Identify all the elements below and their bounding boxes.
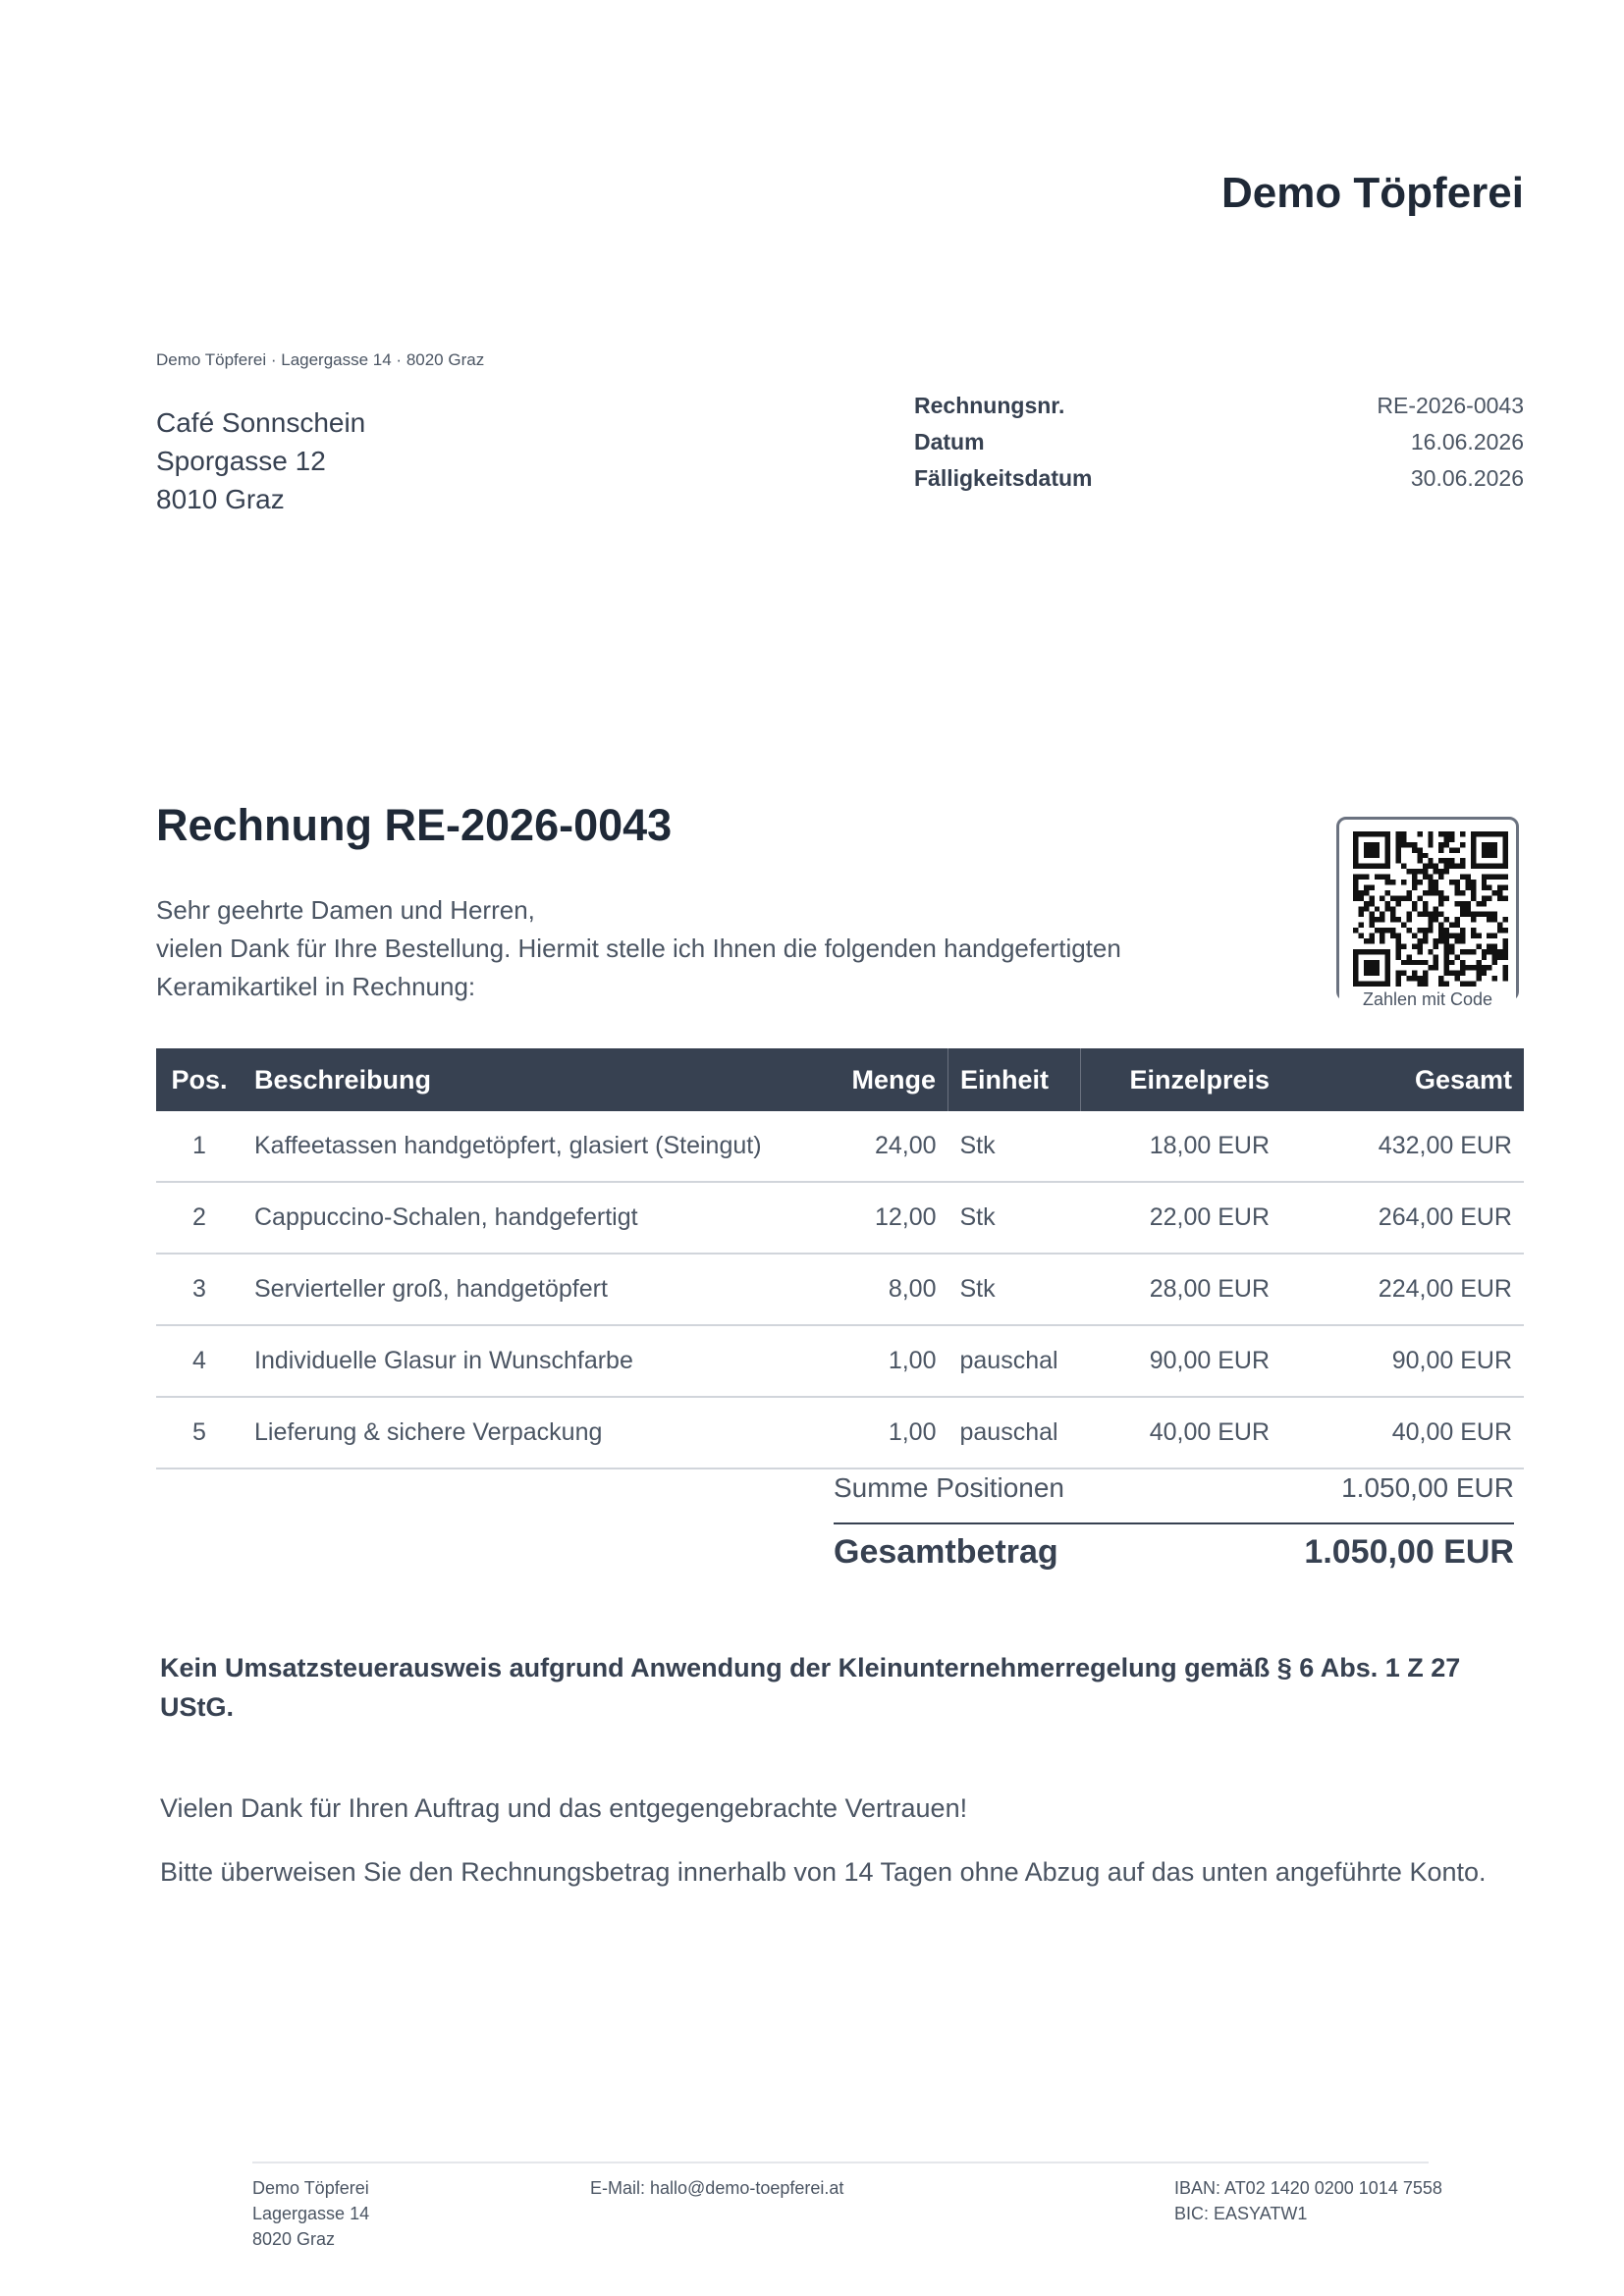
cell-pos: 4 bbox=[156, 1325, 243, 1397]
grand-total-row bbox=[834, 1533, 1514, 1572]
thank-you-text: Vielen Dank für Ihren Auftrag und das entgegengebrachte Vertrauen! bbox=[160, 1793, 968, 1823]
cell-quantity: 24,00 bbox=[816, 1111, 948, 1182]
cell-total: 264,00 EUR bbox=[1281, 1182, 1524, 1254]
sender-address-line: Demo Töpferei · Lagergasse 14 · 8020 Graz bbox=[156, 350, 485, 369]
recipient-address bbox=[156, 403, 365, 518]
invoice-title: Rechnung RE-2026-0043 bbox=[156, 800, 673, 850]
items-table bbox=[156, 1048, 1524, 1469]
cell-unit-price: 90,00 EUR bbox=[1081, 1325, 1282, 1397]
header-unit-price: Einzelpreis bbox=[1081, 1048, 1282, 1111]
header-total: Gesamt bbox=[1281, 1048, 1524, 1111]
table-row bbox=[156, 1254, 1524, 1325]
cell-description: Kaffeetassen handgetöpfert, glasiert (Steingut) bbox=[243, 1111, 816, 1182]
cell-quantity: 1,00 bbox=[816, 1325, 948, 1397]
subtotal-row bbox=[834, 1472, 1514, 1504]
footer-bank bbox=[1174, 2175, 1442, 2226]
cell-unit-price: 22,00 EUR bbox=[1081, 1182, 1282, 1254]
qr-code-icon bbox=[1353, 831, 1508, 987]
meta-label: Rechnungsnr. bbox=[914, 393, 1065, 418]
cell-total: 224,00 EUR bbox=[1281, 1254, 1524, 1325]
intro-body: vielen Dank für Ihre Bestellung. Hiermit stelle ich Ihnen die folgenden handgefertigten Keramikartikel in Rechnung: bbox=[156, 934, 1121, 1001]
subtotal-value: 1.050,00 EUR bbox=[1341, 1472, 1514, 1503]
cell-unit-price: 28,00 EUR bbox=[1081, 1254, 1282, 1325]
cell-description: Lieferung & sichere Verpackung bbox=[243, 1397, 816, 1468]
meta-label: Datum bbox=[914, 429, 985, 454]
cell-description: Servierteller groß, handgetöpfert bbox=[243, 1254, 816, 1325]
table-header-row bbox=[156, 1048, 1524, 1111]
header-quantity: Menge bbox=[816, 1048, 948, 1111]
cell-unit: pauschal bbox=[948, 1325, 1081, 1397]
recipient-street: Sporgasse 12 bbox=[156, 446, 326, 476]
cell-description: Individuelle Glasur in Wunschfarbe bbox=[243, 1325, 816, 1397]
cell-unit: Stk bbox=[948, 1254, 1081, 1325]
footer-address bbox=[252, 2175, 369, 2252]
footer-iban: IBAN: AT02 1420 0200 1014 7558 bbox=[1174, 2178, 1442, 2198]
grand-total-value: 1.050,00 EUR bbox=[1304, 1533, 1514, 1571]
company-name: Demo Töpferei bbox=[1220, 169, 1524, 217]
cell-unit: pauschal bbox=[948, 1397, 1081, 1468]
meta-row-date bbox=[914, 427, 1524, 463]
tax-exemption-note: Kein Umsatzsteuerausweis aufgrund Anwendung der Kleinunternehmerregelung gemäß § 6 Abs. 1 Z 27 UStG. bbox=[160, 1653, 1461, 1722]
cell-quantity: 8,00 bbox=[816, 1254, 948, 1325]
recipient-city: 8010 Graz bbox=[156, 484, 285, 514]
cell-total: 432,00 EUR bbox=[1281, 1111, 1524, 1182]
footer-city: 8020 Graz bbox=[252, 2229, 336, 2249]
header-pos: Pos. bbox=[156, 1048, 243, 1111]
cell-pos: 3 bbox=[156, 1254, 243, 1325]
cell-unit: Stk bbox=[948, 1182, 1081, 1254]
meta-row-invoice-number bbox=[914, 391, 1524, 427]
cell-quantity: 1,00 bbox=[816, 1397, 948, 1468]
payment-qr-code bbox=[1336, 817, 1519, 1009]
payment-instructions: Bitte überweisen Sie den Rechnungsbetrag innerhalb von 14 Tagen ohne Abzug auf das unten angeführte Konto. bbox=[160, 1857, 1487, 1887]
footer-street: Lagergasse 14 bbox=[252, 2204, 370, 2223]
intro-text bbox=[156, 891, 1187, 1006]
cell-pos: 5 bbox=[156, 1397, 243, 1468]
footer-contact bbox=[590, 2175, 843, 2201]
meta-value: 16.06.2026 bbox=[1410, 429, 1524, 454]
footer-email: E-Mail: hallo@demo-toepferei.at bbox=[590, 2178, 844, 2198]
grand-total-label: Gesamtbetrag bbox=[834, 1533, 1058, 1571]
cell-pos: 1 bbox=[156, 1111, 243, 1182]
meta-row-due-date bbox=[914, 463, 1524, 500]
cell-quantity: 12,00 bbox=[816, 1182, 948, 1254]
header-description: Beschreibung bbox=[243, 1048, 816, 1111]
cell-unit-price: 40,00 EUR bbox=[1081, 1397, 1282, 1468]
footer-company: Demo Töpferei bbox=[252, 2178, 369, 2198]
footer-divider bbox=[252, 2162, 1429, 2163]
cell-unit: Stk bbox=[948, 1111, 1081, 1182]
qr-label: Zahlen mit Code bbox=[1339, 990, 1516, 1008]
cell-unit-price: 18,00 EUR bbox=[1081, 1111, 1282, 1182]
recipient-name: Café Sonnschein bbox=[156, 407, 366, 438]
cell-pos: 2 bbox=[156, 1182, 243, 1254]
greeting: Sehr geehrte Damen und Herren, bbox=[156, 895, 535, 925]
invoice-meta bbox=[914, 391, 1524, 500]
table-row bbox=[156, 1182, 1524, 1254]
table-row bbox=[156, 1325, 1524, 1397]
footer-bic: BIC: EASYATW1 bbox=[1174, 2204, 1308, 2223]
meta-value: 30.06.2026 bbox=[1410, 465, 1524, 491]
totals-divider bbox=[834, 1522, 1514, 1524]
meta-value: RE-2026-0043 bbox=[1377, 393, 1524, 418]
cell-total: 40,00 EUR bbox=[1281, 1397, 1524, 1468]
cell-description: Cappuccino-Schalen, handgefertigt bbox=[243, 1182, 816, 1254]
meta-label: Fälligkeitsdatum bbox=[914, 465, 1093, 491]
table-row bbox=[156, 1397, 1524, 1468]
subtotal-label: Summe Positionen bbox=[834, 1472, 1065, 1503]
cell-total: 90,00 EUR bbox=[1281, 1325, 1524, 1397]
header-unit: Einheit bbox=[948, 1048, 1081, 1111]
table-row bbox=[156, 1111, 1524, 1182]
